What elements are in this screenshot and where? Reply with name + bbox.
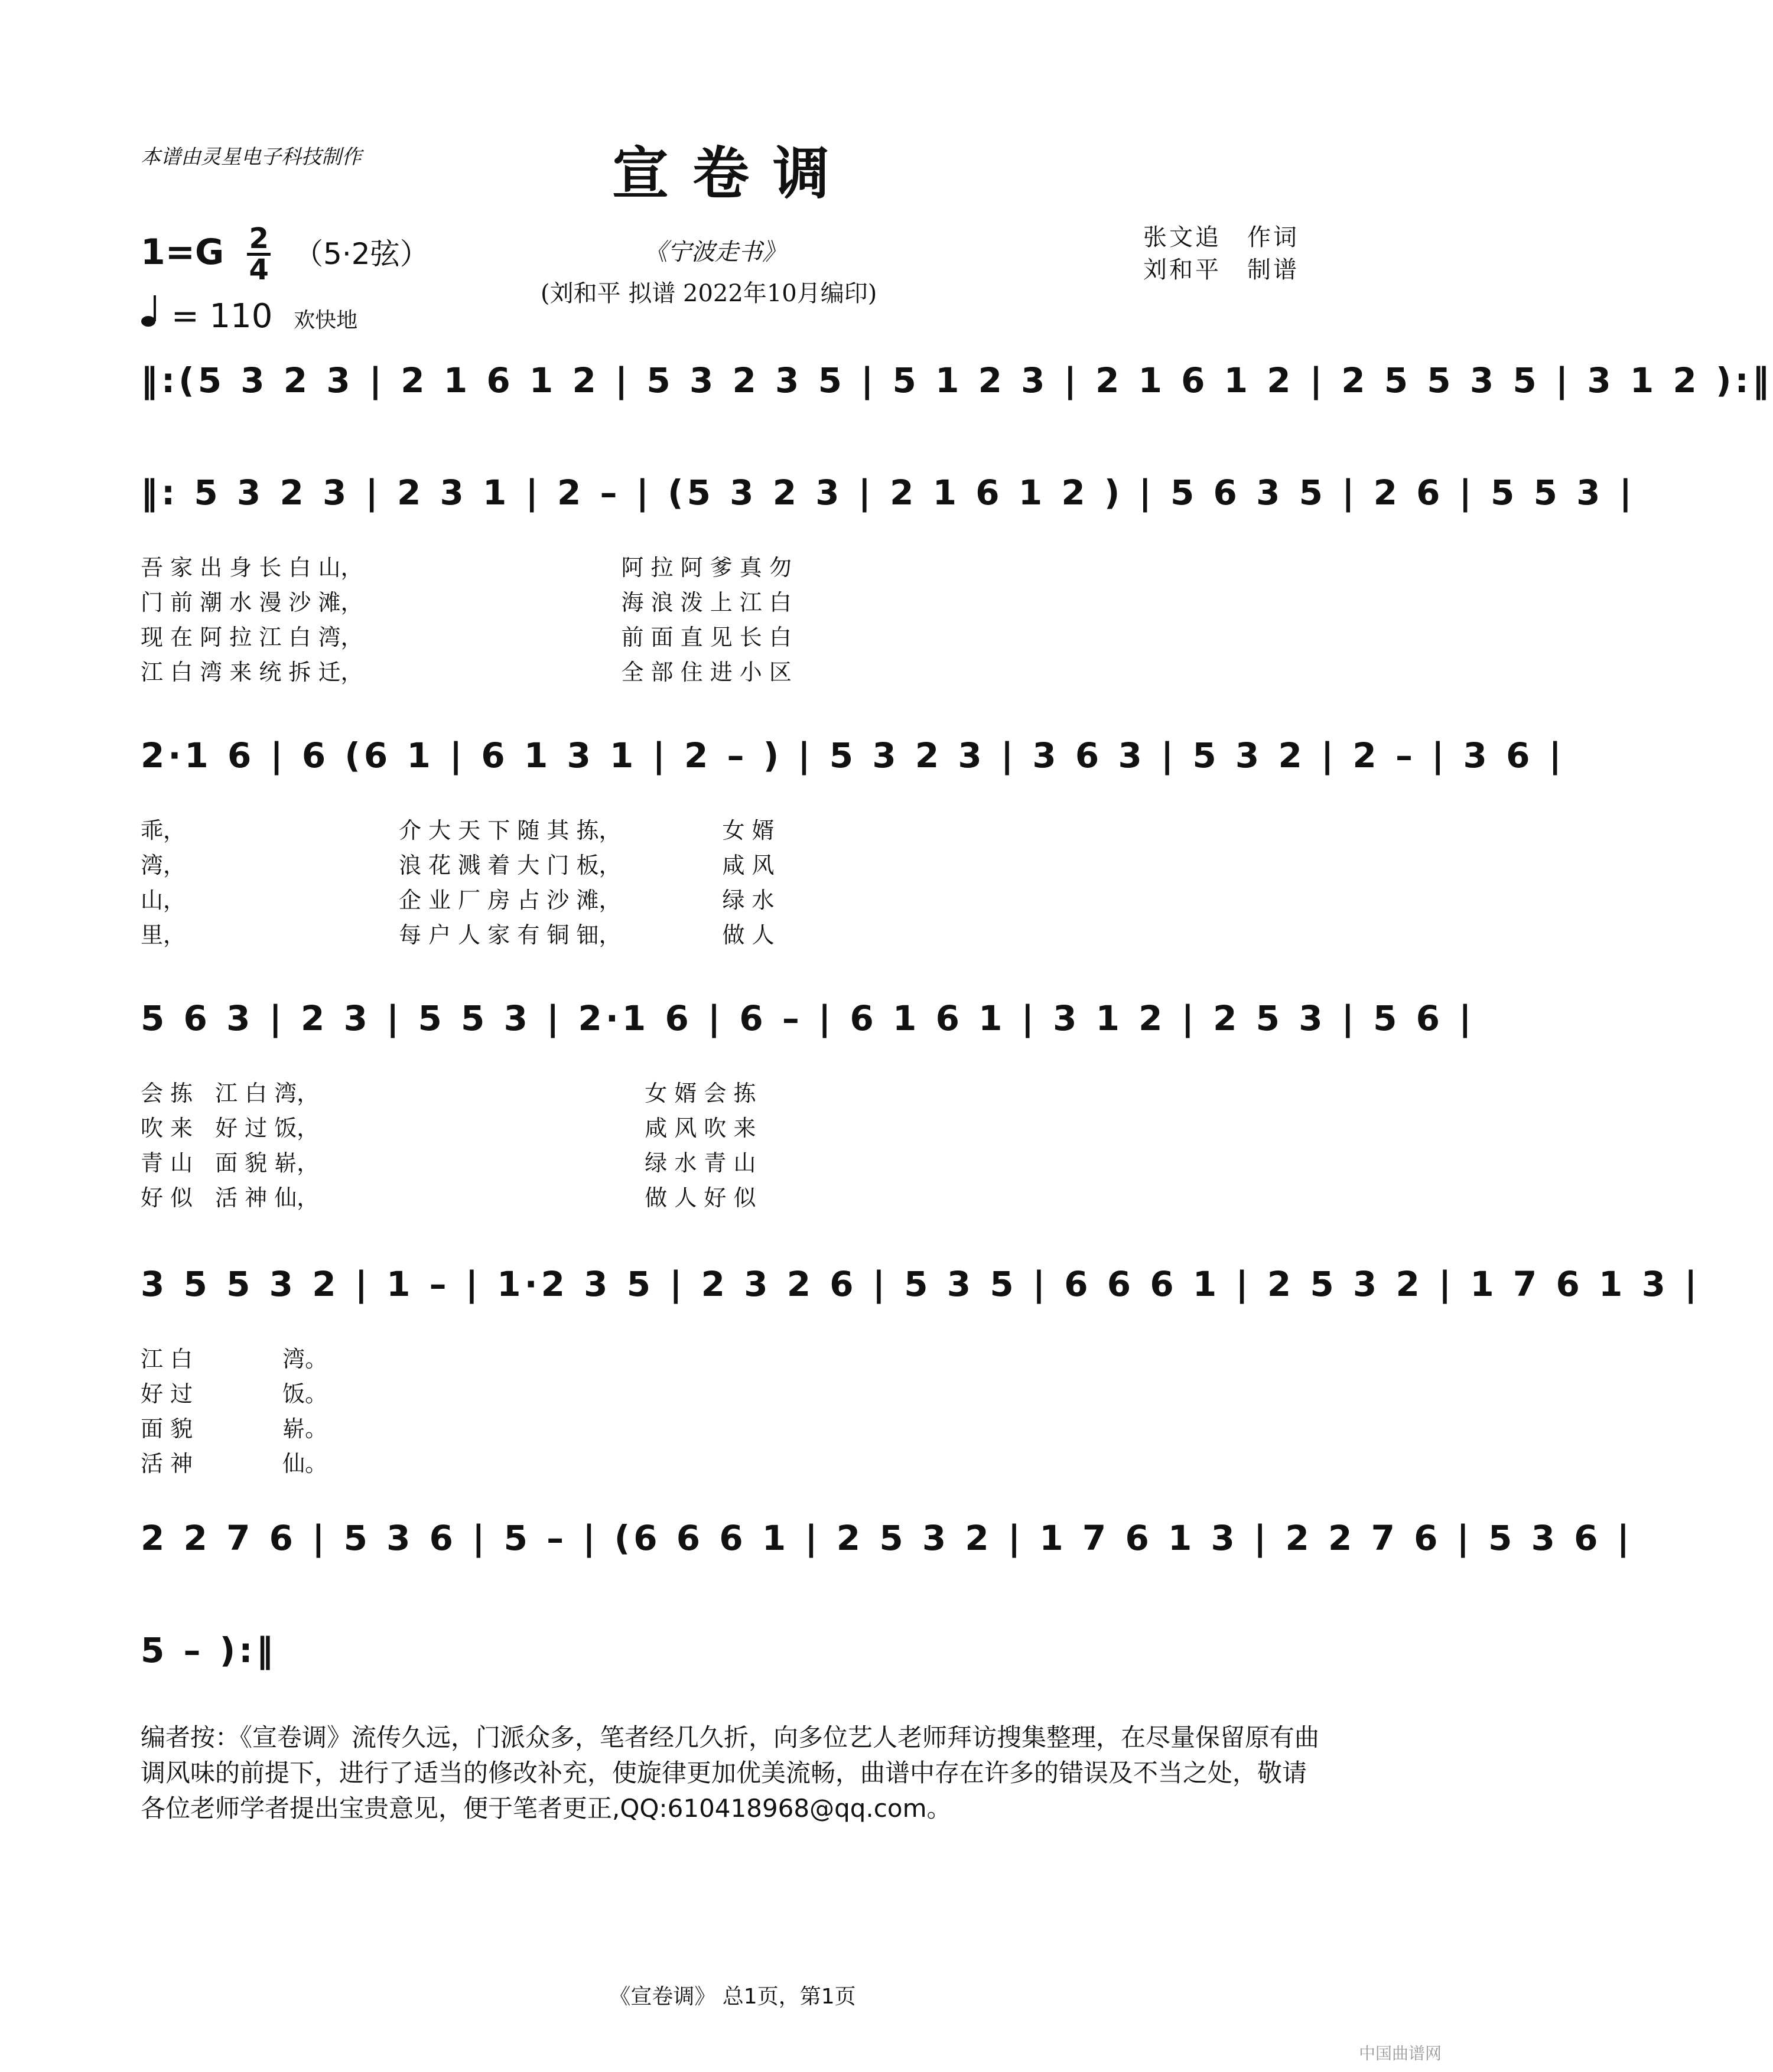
notation-line: 3 5 5 3 2 | 1 – | 1·2 3 5 | 2 3 2 6 | 5 3 5 | 6 6 6 1 | 2 5 3 2 | 1 7 6 1 3 | [141,1264,1701,1304]
editor-note: 编者按：《宣卷调》流传久远，门派众多，笔者经几久折，向多位艺人老师拜访搜集整理，在尽量保留原有曲调风味的前提下，进行了适当的修改补充，使旋律更加优美流畅，曲谱中存在许多的错误及不当之处，敬请各位老师学者提出宝贵意见，便于笔者更正,QQ:610418968@qq.com。 [141,1723,1320,1823]
notation-line: 5 6 3 | 2 3 | 5 5 3 | 2·1 6 | 6 – | 6 1 6 1 | 3 1 2 | 2 5 3 | 5 6 | [141,998,1475,1038]
notation-line: 2·1 6 | 6 (6 1 | 6 1 3 1 | 2 – ) | 5 3 2 3 | 3 6 3 | 5 3 2 | 2 – | 3 6 | [141,735,1565,776]
lyric-line: 会 拣 江 白 湾， 女 婿 会 拣 [141,1080,756,1106]
lyric-line: 现 在 阿 拉 江 白 湾， 前 面 直 见 长 白 [141,624,792,650]
quarter-note-icon [141,294,161,327]
lyric-line: 吹 来 好 过 饭， 咸 风 吹 来 [141,1115,756,1141]
lyric-line: 里， 每 户 人 家 有 铜 钿， 做 人 [141,922,775,948]
lyric-line: 好 似 活 神 仙， 做 人 好 似 [141,1185,756,1211]
time-signature [247,222,271,286]
lyric-line: 吾 家 出 身 长 白 山， 阿 拉 阿 爹 真 勿 [141,555,792,581]
meter-bottom: 4 [249,253,269,286]
tempo-mark [141,294,357,335]
key-label: 1=G [141,232,225,273]
lyric-line: 江 白 湾。 [141,1346,328,1372]
string-tuning: （5·2弦） [294,237,430,272]
source-title: 《宁波走书》 [644,239,786,266]
watermark-logo: 中国曲谱网 [1359,2044,1442,2063]
tempo-description: 欢快地 [294,308,358,333]
lyric-line: 江 白 湾 来 统 拆 迁， 全 部 住 进 小 区 [141,659,792,685]
tempo-value: = 110 [171,297,273,335]
song-title: 宣卷调 [612,141,853,207]
lyricist-credit: 张文追 作词 [1143,224,1299,251]
lyric-line: 门 前 潮 水 漫 沙 滩， 海 浪 泼 上 江 白 [141,589,792,615]
lyric-line: 活 神 仙。 [141,1451,328,1477]
composer-credit: 刘和平 制谱 [1143,256,1299,284]
meter-top: 2 [249,222,269,255]
lyric-line: 湾， 浪 花 溅 着 大 门 板， 咸 风 [141,852,775,878]
notation-line: 5 – ):‖ [141,1630,277,1670]
page-info: 《宣卷调》 总1页，第1页 [609,1985,856,2009]
arranger-note: (刘和平 拟谱 2022年10月编印) [541,280,877,307]
lyric-line: 乖， 介 大 天 下 随 其 拣， 女 婿 [141,817,775,843]
lyric-line: 好 过 饭。 [141,1381,328,1407]
notation-line: 2 2 7 6 | 5 3 6 | 5 – | (6 6 6 1 | 2 5 3 2 | 1 7 6 1 3 | 2 2 7 6 | 5 3 6 | [141,1518,1633,1558]
notation-line: ‖:(5 3 2 3 | 2 1 6 1 2 | 5 3 2 3 5 | 5 1 2 3 | 2 1 6 1 2 | 2 5 5 3 5 | 3 1 2 ):‖ [141,360,1773,400]
maker-note: 本谱由灵星电子科技制作 [141,145,362,169]
key-signature [141,222,430,286]
lyric-line: 青 山 面 貌 崭， 绿 水 青 山 [141,1150,756,1176]
lyric-line: 面 貌 崭。 [141,1416,328,1442]
notation-line: ‖: 5 3 2 3 | 2 3 1 | 2 – | (5 3 2 3 | 2 1 6 1 2 ) | 5 6 3 5 | 2 6 | 5 5 3 | [141,473,1635,513]
lyric-line: 山， 企 业 厂 房 占 沙 滩， 绿 水 [141,887,775,913]
